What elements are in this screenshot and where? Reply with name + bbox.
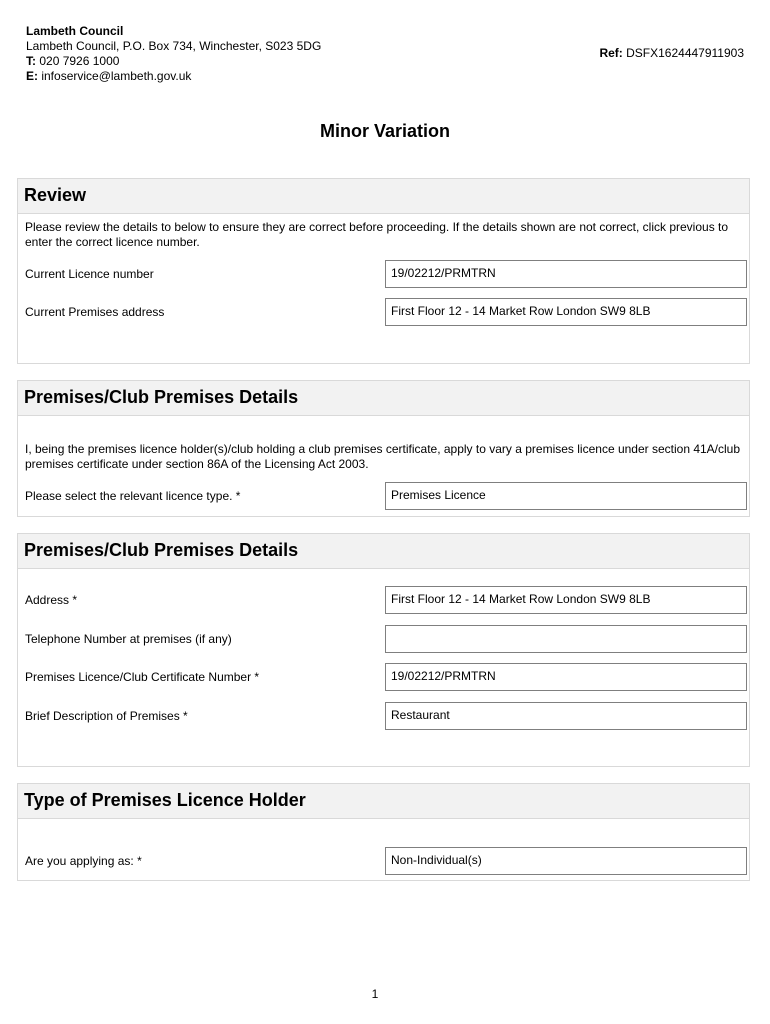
licence-number-label: Current Licence number: [25, 267, 154, 281]
description-label: Brief Description of Premises *: [25, 709, 188, 723]
email-address: infoservice@lambeth.gov.uk: [41, 69, 192, 83]
phone-label: T:: [26, 54, 36, 68]
council-email: [26, 69, 321, 84]
ref-label: Ref:: [599, 46, 623, 60]
premises-type-section: [17, 380, 750, 517]
council-phone: [26, 54, 321, 69]
page-number: 1: [371, 987, 379, 1001]
review-section: [17, 178, 750, 364]
premises-details-section: [17, 533, 750, 767]
reference: [599, 46, 744, 60]
telephone-field[interactable]: [385, 625, 747, 653]
council-address: Lambeth Council, P.O. Box 734, Winchester, S023 5DG: [26, 39, 322, 53]
premises-address-label: Current Premises address: [25, 305, 165, 319]
review-intro: Please review the details to below to ensure they are correct before proceeding. If the details shown are not correct, click previous to enter the correct licence number.: [25, 220, 729, 249]
premises-details-heading: Premises/Club Premises Details: [18, 534, 749, 569]
address-field[interactable]: First Floor 12 - 14 Market Row London SW9 8LB: [385, 586, 747, 614]
council-header: [26, 24, 321, 84]
address-label: Address *: [25, 593, 78, 607]
certificate-number-label: Premises Licence/Club Certificate Number *: [25, 670, 260, 684]
premises-type-intro: I, being the premises licence holder(s)/club holding a club premises certificate, apply to vary a premises licence under section 41A/club premises certificate under section 86A of the Licensing Act 2003.: [25, 442, 741, 471]
premises-type-heading: Premises/Club Premises Details: [18, 381, 749, 416]
licence-holder-section: [17, 783, 750, 881]
premises-address-field[interactable]: First Floor 12 - 14 Market Row London SW9 8LB: [385, 298, 747, 326]
ref-value: DSFX1624447911903: [626, 46, 744, 60]
applying-as-label: Are you applying as: *: [25, 854, 142, 868]
email-label: E:: [26, 69, 38, 83]
licence-type-label: Please select the relevant licence type. *: [25, 489, 241, 503]
licence-holder-heading: Type of Premises Licence Holder: [18, 784, 749, 819]
licence-number-field[interactable]: 19/02212/PRMTRN: [385, 260, 747, 288]
review-heading: Review: [18, 179, 749, 214]
page-title: Minor Variation: [319, 121, 451, 141]
applying-as-select[interactable]: Non-Individual(s): [385, 847, 747, 875]
telephone-label: Telephone Number at premises (if any): [25, 632, 232, 646]
phone-number: 020 7926 1000: [39, 54, 120, 68]
description-field[interactable]: Restaurant: [385, 702, 747, 730]
council-name: Lambeth Council: [26, 24, 124, 38]
certificate-number-field[interactable]: 19/02212/PRMTRN: [385, 663, 747, 691]
licence-type-select[interactable]: Premises Licence: [385, 482, 747, 510]
